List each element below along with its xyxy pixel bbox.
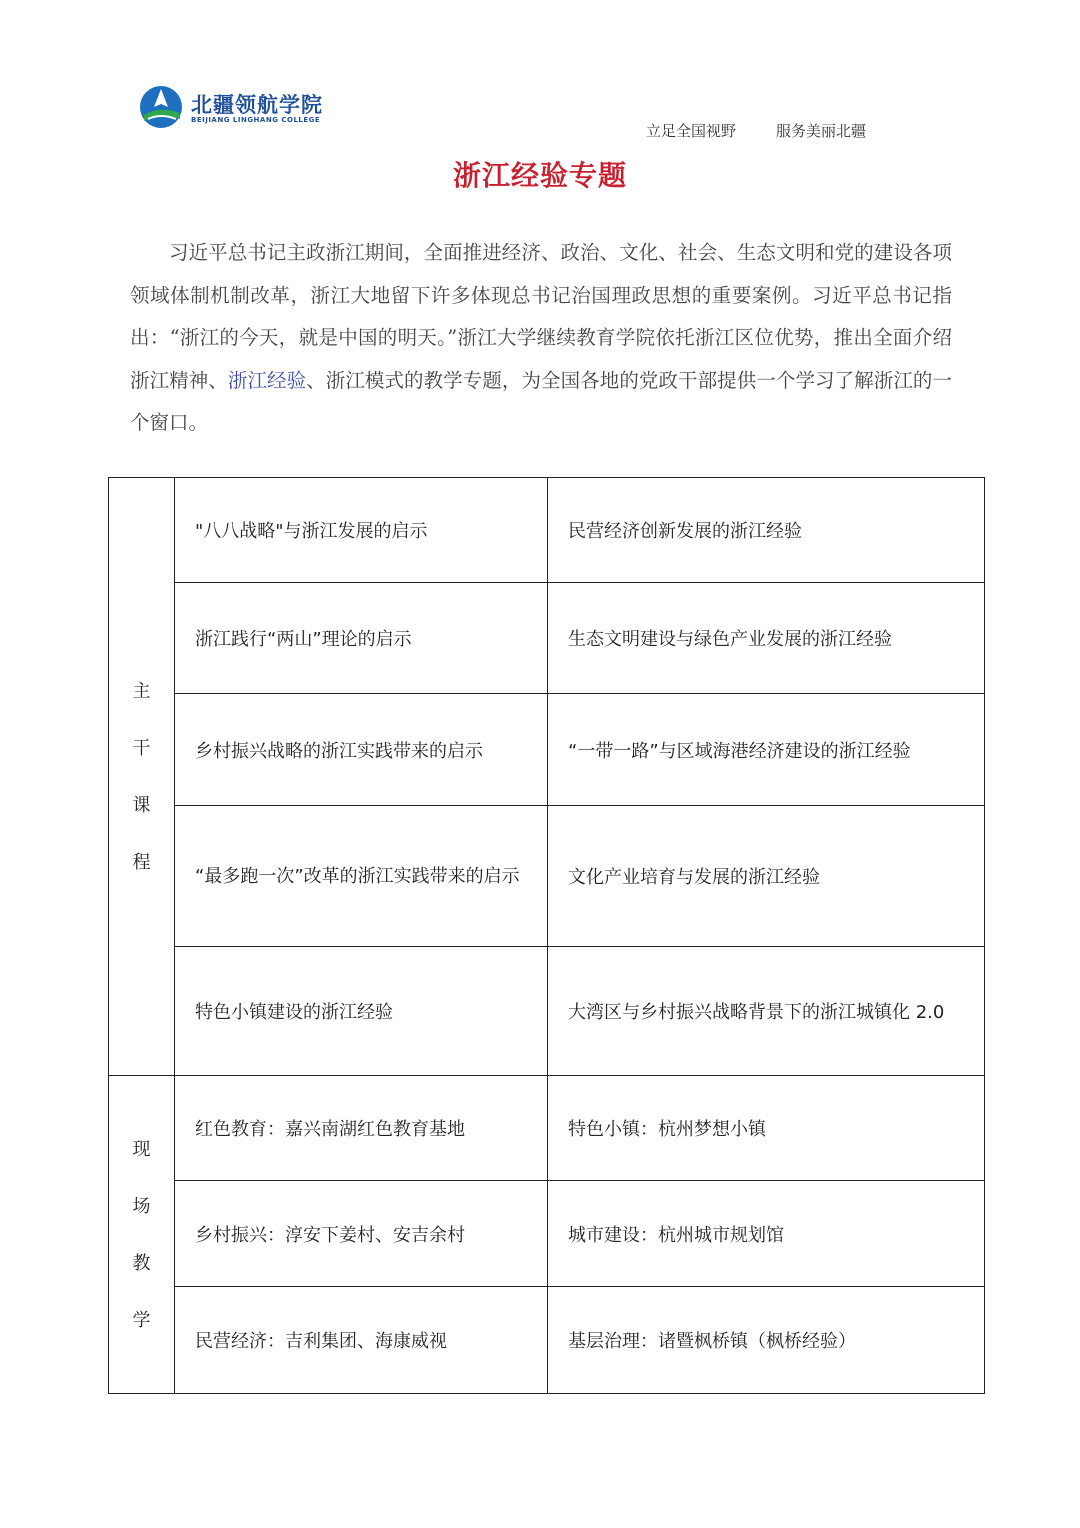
course-cell: 民营经济创新发展的浙江经验 [548, 478, 985, 583]
course-cell: “最多跑一次”改革的浙江实践带来的启示 [175, 806, 548, 947]
group-label-main-courses: 主 干 课 程 [109, 478, 175, 1076]
course-cell: "八八战略"与浙江发展的启示 [175, 478, 548, 583]
group-label-field-teaching: 现 场 教 学 [109, 1076, 175, 1394]
intro-paragraph [130, 232, 952, 445]
slogan-left: 立足全国视野 [646, 122, 737, 140]
course-cell: 生态文明建设与绿色产业发展的浙江经验 [548, 583, 985, 694]
site-cell: 城市建设：杭州城市规划馆 [548, 1181, 985, 1287]
table-row [109, 1181, 985, 1287]
course-cell: 乡村振兴战略的浙江实践带来的启示 [175, 694, 548, 806]
intro-text-part2: 、浙江模式的教学专题，为全国各地的党政干部提供一个学习了解浙江的一个窗口。 [130, 368, 952, 434]
page-title: 浙江经验专题 [452, 159, 627, 192]
logo-name-cn: 北疆领航学院 [191, 93, 323, 117]
site-cell: 民营经济：吉利集团、海康威视 [175, 1287, 548, 1394]
site-cell: 特色小镇：杭州梦想小镇 [548, 1076, 985, 1181]
logo-name-en: BEIJIANG LINGHANG COLLEGE [191, 116, 321, 124]
site-cell: 乡村振兴：淳安下姜村、安吉余村 [175, 1181, 548, 1287]
site-cell: 红色教育：嘉兴南湖红色教育基地 [175, 1076, 548, 1181]
table-row [109, 1076, 985, 1181]
course-table [108, 477, 985, 1394]
table-row [109, 806, 985, 947]
course-cell: 文化产业培育与发展的浙江经验 [548, 806, 985, 947]
course-cell: 浙江践行“两山”理论的启示 [175, 583, 548, 694]
intro-text-part1: 习近平总书记主政浙江期间，全面推进经济、政治、文化、社会、生态文明和党的建设各项领域体制机制改革，浙江大地留下许多体现总书记治国理政思想的重要案例。习近平总书记指出：“浙江的今天，就是中国的明天。”浙江大学继续教育学院依托浙江区位优势，推出全面介绍浙江精神、 [130, 241, 952, 392]
college-logo [138, 85, 338, 131]
site-cell: 基层治理：诸暨枫桥镇（枫桥经验） [548, 1287, 985, 1394]
table-row [109, 694, 985, 806]
course-cell: 特色小镇建设的浙江经验 [175, 947, 548, 1076]
table-row [109, 478, 985, 583]
intro-link-zhejiang-experience[interactable]: 浙江经验 [227, 368, 307, 392]
slogan-right: 服务美丽北疆 [776, 122, 867, 140]
course-cell: “一带一路”与区域海港经济建设的浙江经验 [548, 694, 985, 806]
table-row [109, 947, 985, 1076]
table-row [109, 583, 985, 694]
logo-emblem-icon [138, 85, 186, 131]
table-row [109, 1287, 985, 1394]
course-cell: 大湾区与乡村振兴战略背景下的浙江城镇化 2.0 [548, 947, 985, 1076]
